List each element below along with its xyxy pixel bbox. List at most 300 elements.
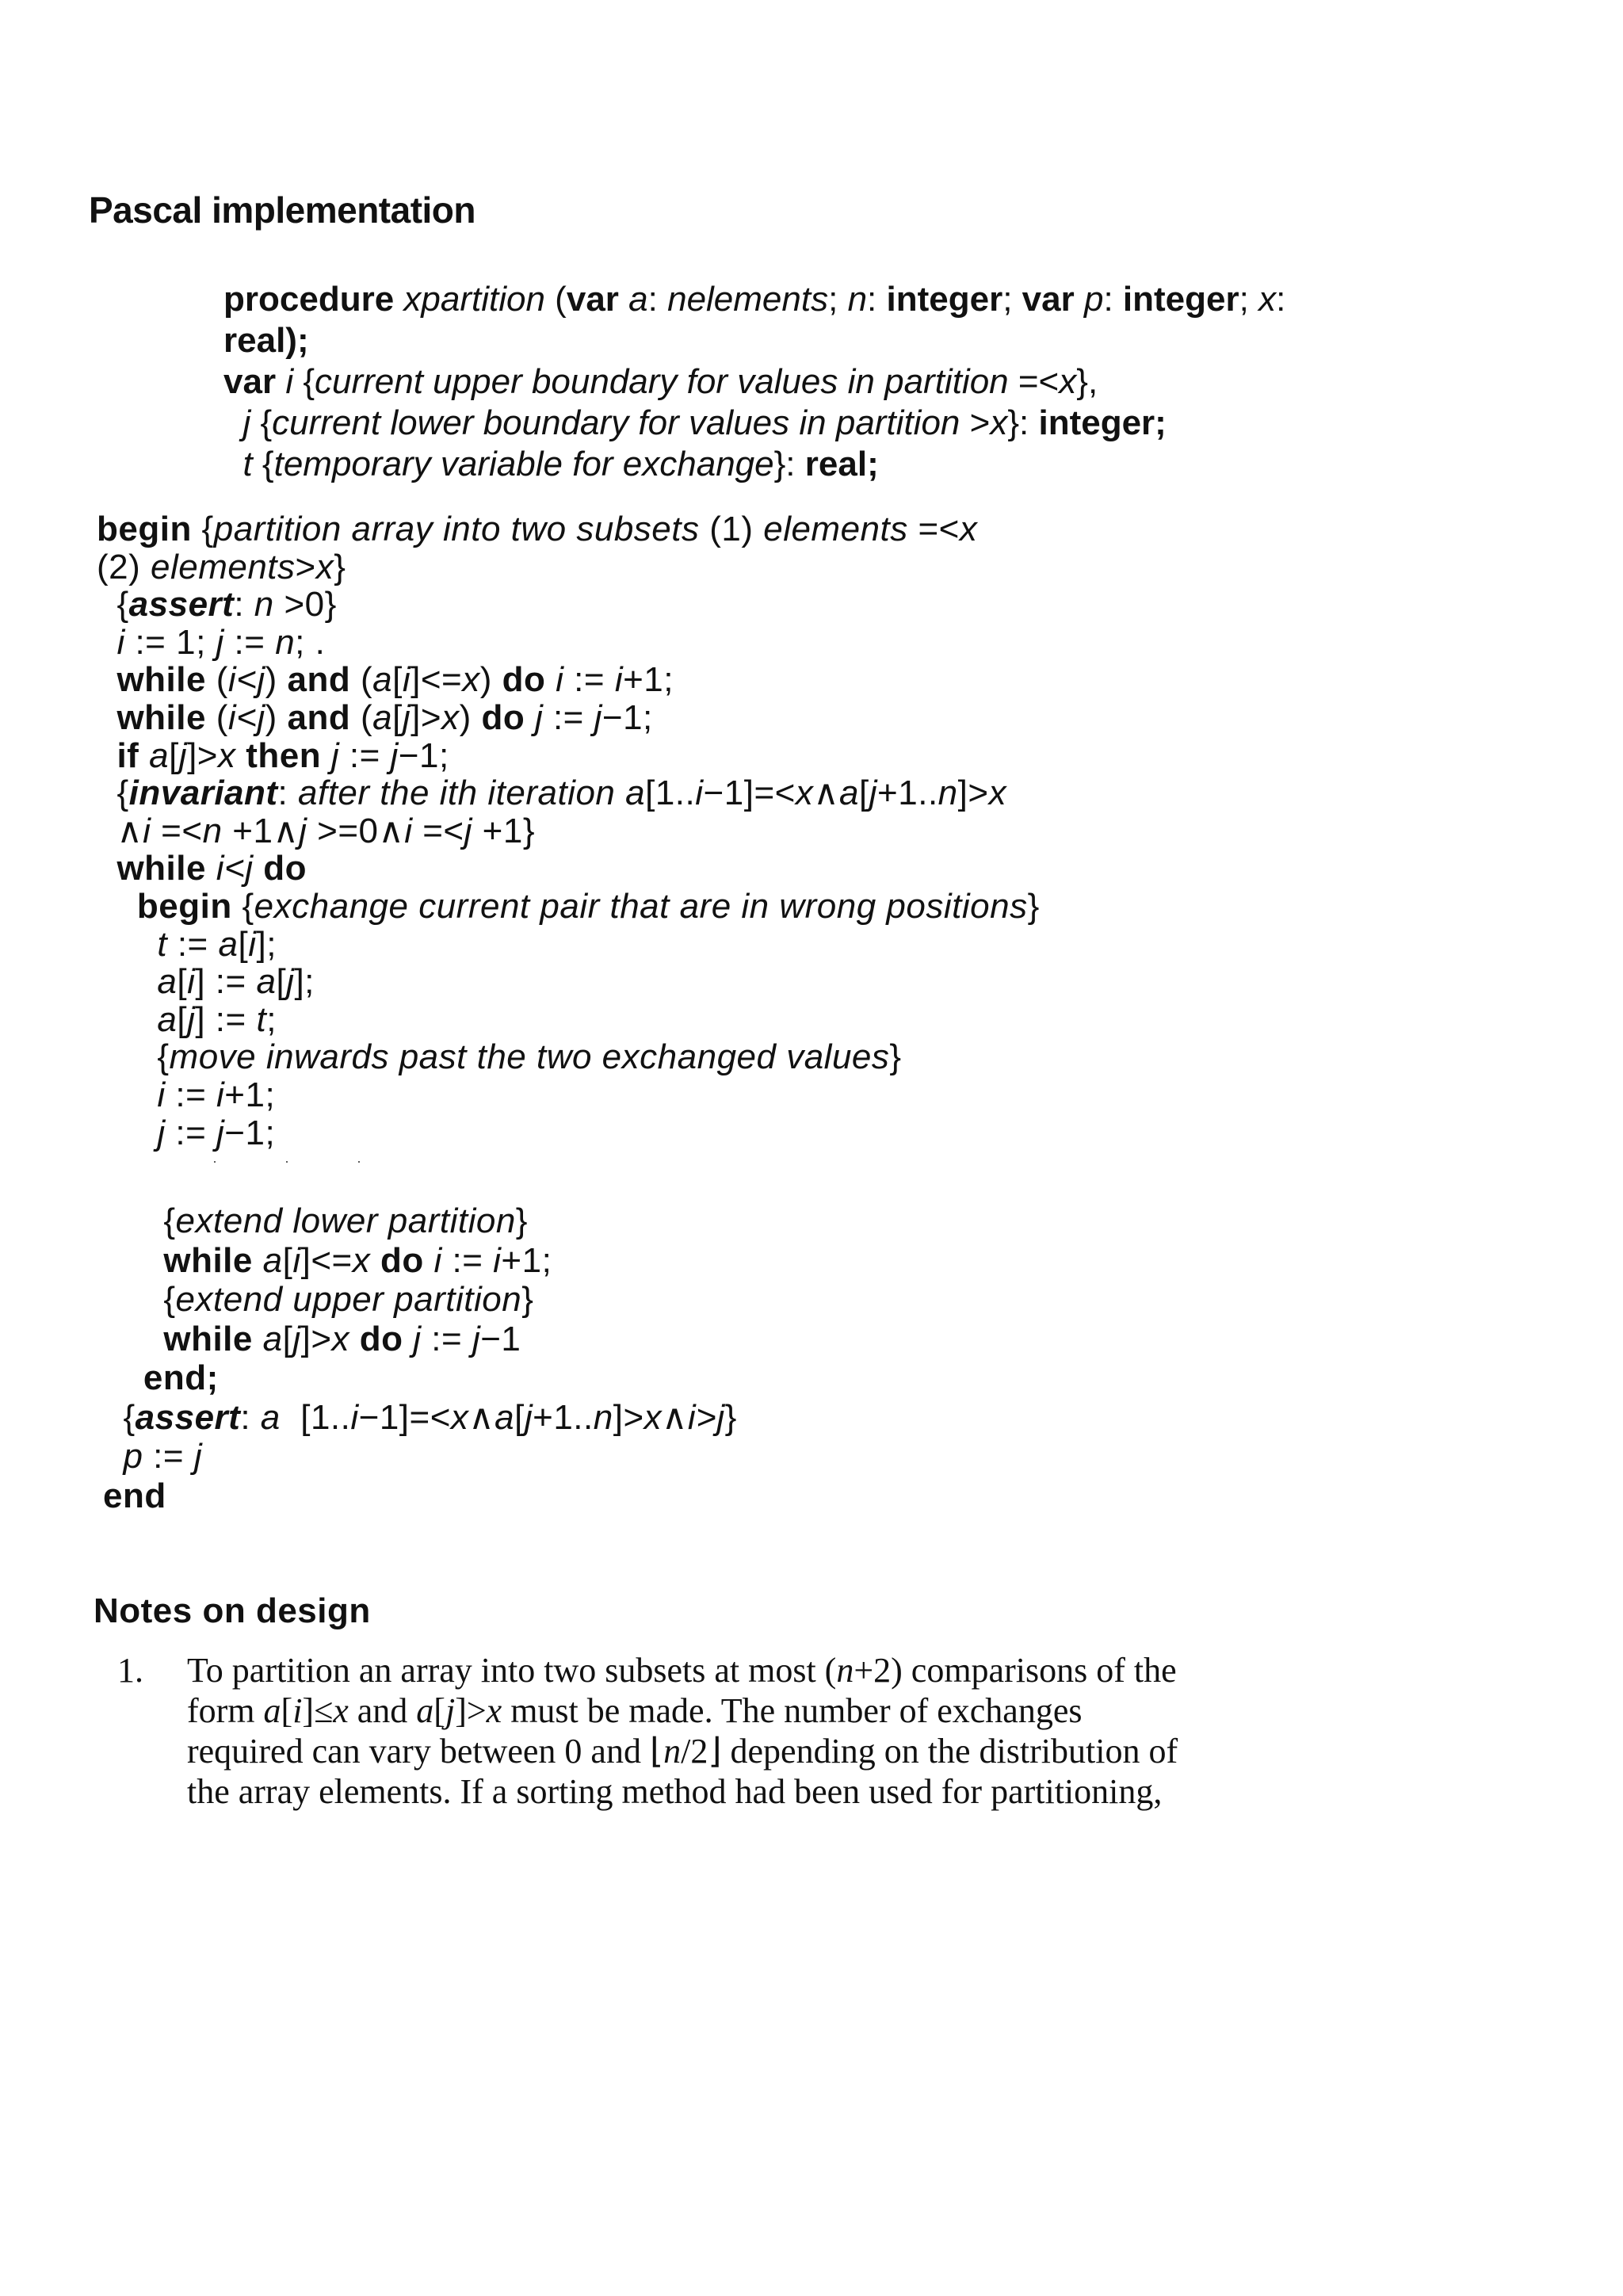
t: [ [238,924,249,964]
t: a [260,1397,281,1437]
t [394,280,403,319]
t: nelements [667,280,829,319]
t: ) [265,697,288,737]
t: To partition an array into two subsets at most ( [187,1651,837,1690]
t: x [352,1240,371,1280]
t: i [157,1075,166,1114]
t: : [234,585,254,625]
t: ) [459,697,482,737]
header-line-1 [223,279,1285,320]
note-line-3 [187,1731,1376,1771]
code-line-3 [97,586,1040,624]
kw-real: real [223,321,286,360]
kw-do: do [481,697,525,737]
t: } [724,1397,737,1437]
code2-line-7 [103,1437,737,1477]
comment: current upper boundary for values in partition [315,362,1009,401]
t: ; . [295,622,326,662]
code-line-8 [97,774,1040,812]
t: [ [281,1691,293,1730]
t: n [938,774,958,813]
t: =< [151,811,203,850]
t: j [187,999,196,1039]
t: t [157,924,168,964]
t: { [231,886,254,926]
t: x [795,774,814,813]
t: a [256,962,277,1002]
t: j [216,622,224,662]
t: (2) [97,547,151,586]
header-line-5-clipped [223,444,1412,483]
t: x [331,1319,350,1358]
t: { [293,362,315,401]
t: a [262,1240,283,1280]
code2-line-4 [103,1320,737,1359]
t: −1 [480,1319,521,1358]
t: [ [433,1691,445,1730]
t: x [333,1691,349,1730]
t: j [524,1397,533,1437]
code-line-14 [97,1001,1040,1039]
code2-line-2 [103,1241,737,1281]
code-line-13 [97,963,1040,1001]
t [97,1075,157,1114]
t: j [292,1319,301,1358]
t: +1.. [533,1397,594,1437]
comment: extend upper partition [175,1280,522,1319]
t: i [404,811,413,850]
note-line-4 [187,1771,1376,1812]
t: =< [1008,362,1060,401]
t: ] := [195,962,257,1002]
t: p [1083,280,1104,319]
t [97,962,157,1001]
t: := 1; [124,622,216,662]
t: j [534,697,544,737]
kw-while: while [116,697,206,737]
t: n [593,1397,613,1437]
t: n [254,585,274,625]
t [103,1320,163,1358]
t: +1.. [877,774,938,813]
t: ]; [256,924,277,964]
t [97,623,116,662]
code-line-11 [97,888,1040,926]
code2-line-3 [103,1280,737,1320]
t [223,445,242,483]
t: := [167,924,219,964]
page-title: Pascal implementation [89,189,475,231]
header-line-4 [223,403,1285,444]
t [97,736,116,775]
kw-then: then [246,735,322,775]
t: x [990,403,1008,442]
comment: partition array into two subsets [213,510,700,548]
t: i [402,660,411,700]
t: { [103,1397,136,1437]
t: ) [265,660,288,700]
code-line-1 [97,510,1040,548]
t: i>j [687,1397,725,1437]
kw-begin: begin [136,886,232,926]
t [97,1114,157,1152]
t: x [315,547,334,586]
t: j [445,1691,456,1730]
t: −1; [398,735,449,775]
t: =< [412,811,464,850]
t: := [339,735,391,775]
t: [ [282,1240,293,1280]
t: j [178,735,188,775]
kw-end: end [103,1476,166,1515]
t: elements [151,547,296,586]
t: ]> [455,1691,487,1730]
kw-var: var [223,362,277,401]
t: x [1258,280,1277,319]
t: [1.. [645,774,696,813]
t: a [149,735,170,775]
t: a [262,1319,283,1358]
t: { [97,774,129,813]
t: a [157,999,178,1039]
t: j [193,1437,203,1476]
t: x [959,510,978,548]
kw-while: while [163,1319,253,1358]
t: := [421,1319,472,1358]
t: ]> [187,735,218,775]
t: i [292,1691,303,1730]
t [223,403,242,442]
t: required can vary between 0 and ⌊ [187,1732,664,1771]
t: x [643,1397,663,1437]
t: i [695,774,704,813]
t [1075,280,1084,319]
t [206,849,216,888]
notes-heading: Notes on design [94,1591,371,1630]
kw-assert: assert [135,1397,241,1437]
t: ∧ [97,811,143,850]
t: x [218,735,236,775]
t [97,660,116,699]
note-number: 1. [117,1651,143,1690]
t: >0} [273,585,337,625]
t: } [334,547,346,586]
t: j [869,774,878,813]
t: x [988,774,1007,813]
kw-do: do [502,660,546,700]
t: (1) [699,510,764,548]
t [253,1241,263,1280]
t: { [97,585,129,625]
code-line-16 [97,1076,1040,1114]
comment: after the ith iteration [298,774,616,813]
t: [ [859,774,869,813]
t: j [299,811,307,850]
t: i [187,962,196,1002]
t: ( [544,280,567,319]
t [370,1241,380,1280]
kw-do: do [380,1240,424,1280]
t: [ [177,999,188,1039]
kw-if: if [116,735,139,775]
t: x [486,1691,502,1730]
t: and [348,1691,417,1730]
t: : [1276,280,1286,319]
t: }: [1007,403,1039,442]
t: ; [266,999,277,1039]
code2-line-1 [103,1201,737,1241]
t: +1; [224,1075,276,1114]
t: j [594,697,602,737]
kw-end: end [143,1358,207,1397]
t: x [1059,362,1077,401]
t [236,736,246,775]
t: +1; [623,660,674,700]
t: ( [350,660,373,700]
comment: extend lower partition [175,1201,516,1240]
t: : [867,280,887,319]
t: t [256,999,267,1039]
t: i [433,1240,442,1280]
t: ]> [411,697,442,737]
comment: current lower boundary for values in partition [272,403,960,442]
kw-integer: integer [886,280,1003,319]
kw-while: while [116,660,206,700]
t: i [143,811,151,850]
t [276,362,285,401]
t: := [563,660,615,700]
t: i<j [227,697,265,737]
kw-invariant: invariant [128,774,278,813]
kw-procedure: procedure [223,280,395,319]
scan-artifact: · · · [212,1153,393,1169]
code-line-7 [97,737,1040,775]
t: ]<= [411,660,463,700]
t: : [1103,280,1123,319]
kw-integer: integer [1122,280,1239,319]
t: a [495,1397,515,1437]
t [525,698,535,737]
t: −1; [224,1113,276,1152]
t: [ [276,962,287,1002]
t: } [515,1201,528,1240]
note-line-1 [187,1650,1376,1690]
t: x [450,1397,469,1437]
kw-do: do [263,849,307,888]
procedure-header [223,279,1285,444]
t: ∧ [468,1397,495,1437]
note-line-2 [187,1690,1376,1731]
t: /2⌋ depending on the distribution of [681,1732,1178,1771]
header-line-3 [223,361,1285,403]
t [97,1000,157,1039]
t: i [116,622,125,662]
code-block-continued [103,1201,737,1515]
t: [ [177,962,188,1002]
kw-and: and [287,697,351,737]
t [97,887,137,926]
t: j [286,962,295,1002]
t: a [416,1691,434,1730]
t [545,660,556,699]
t: { [252,445,274,483]
t: ; [1239,280,1259,319]
t: +1∧ [222,811,300,850]
t: x [462,660,480,700]
t: +2) comparisons of the [854,1651,1177,1690]
t: ]≤ [302,1691,334,1730]
t: j [242,403,251,442]
t: [ [169,735,179,775]
kw-begin: begin [97,510,192,548]
kw-integer: integer [1038,403,1155,442]
t: p [123,1437,143,1476]
t: i<j [227,660,265,700]
t: [ [514,1397,525,1437]
t: >=0∧ [307,811,405,850]
t: }: [773,445,805,483]
code-line-15 [97,1038,1040,1076]
t: } [1027,886,1040,926]
t: j [157,1113,166,1152]
code-line-12 [97,926,1040,964]
t: must be made. The number of exchanges [502,1691,1083,1730]
t: j [464,811,472,850]
t: ); [285,321,309,360]
t: j [472,1319,481,1358]
t: ∧ [662,1397,688,1437]
t: ]> [613,1397,644,1437]
comment: exchange current pair that are in wrong positions [254,886,1028,926]
t [615,774,625,812]
t: ( [205,697,228,737]
procedure-name: xpartition [403,280,545,319]
t: a [372,660,393,700]
t: } [521,1280,534,1319]
code-line-10 [97,850,1040,888]
t: i<j [216,849,254,888]
t [139,736,149,775]
t [97,849,116,888]
kw-while: while [116,849,206,888]
code-line-4 [97,624,1040,662]
t: j [216,1113,225,1152]
kw-and: and [287,660,351,700]
t [97,925,157,964]
t [619,280,628,319]
t: ]> [957,774,989,813]
t [103,1358,143,1397]
t: =< [907,510,960,548]
t: elements [763,510,908,548]
t: := [441,1240,494,1280]
t: i [285,362,294,401]
code-line-2 [97,548,1040,586]
t: i [614,660,624,700]
t: { [250,403,273,442]
t: a [625,774,646,813]
t: ) [479,660,502,700]
t: : [647,280,668,319]
code2-line-6 [103,1398,737,1438]
t: n [663,1732,682,1771]
t: a [263,1691,281,1730]
code-block [97,510,1040,1152]
t: i [292,1240,301,1280]
t: { [103,1201,176,1240]
t: i [350,1397,359,1437]
t: ]> [300,1319,332,1358]
t: x [441,697,460,737]
t: := [223,622,276,662]
t: the array elements. If a sorting method had been used for partitioning, [187,1772,1163,1811]
t [424,1241,434,1280]
t [253,1320,263,1358]
t: n [275,622,296,662]
t: j [330,735,340,775]
t: +1} [472,811,536,850]
code2-line-8 [103,1477,737,1516]
t: ( [205,660,228,700]
code-line-5 [97,661,1040,699]
t [103,1241,163,1280]
t: [1.. [280,1397,351,1437]
kw-do: do [359,1319,403,1358]
t: t [242,445,253,483]
t: j [402,697,411,737]
t: [ [392,697,403,737]
t: −1]=< [358,1397,451,1437]
t: i [556,660,564,700]
t: ; [1155,403,1167,442]
t: : [240,1397,261,1437]
t: a [628,280,648,319]
t: j [390,735,399,775]
t: a [218,924,239,964]
kw-var: var [566,280,619,319]
t: ∧ [813,774,840,813]
kw-while: while [163,1240,253,1280]
kw-var: var [1022,280,1075,319]
kw-real: real [804,445,868,483]
t: i [216,1075,225,1114]
t: ; [828,280,848,319]
t: a [157,962,178,1002]
code-line-17 [97,1114,1040,1152]
t: : [277,774,298,813]
t: > [295,547,316,586]
t: { [103,1280,176,1319]
t: i [493,1240,502,1280]
t: { [97,1037,170,1077]
t: > [960,403,991,442]
t: [ [392,660,403,700]
t: { [191,510,214,548]
t: } [889,1037,902,1077]
t: −1]=< [703,774,796,813]
kw-assert: assert [128,585,235,625]
t: := [143,1437,194,1476]
t: [ [282,1319,293,1358]
t: j [413,1319,422,1358]
t: := [165,1113,217,1152]
code-line-6 [97,699,1040,737]
t: := [543,697,594,737]
t [103,1437,123,1476]
comment: move inwards past the two exchanged values [169,1037,890,1077]
t: := [165,1075,217,1114]
t: a [372,697,393,737]
